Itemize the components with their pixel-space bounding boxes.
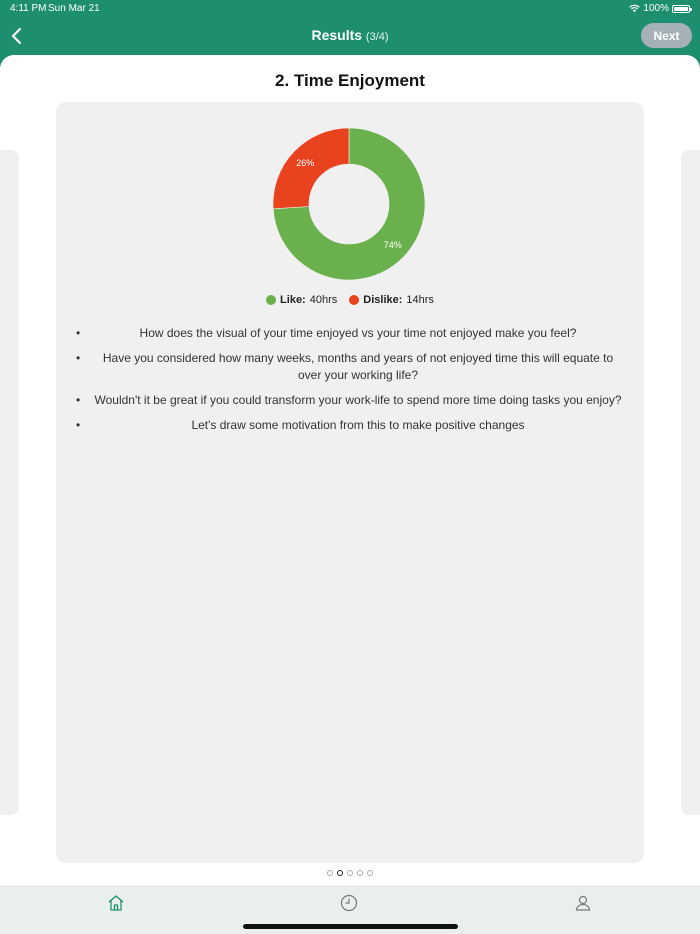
next-button[interactable]: Next (641, 23, 692, 48)
legend-label-like: Like: (280, 294, 306, 306)
nav-bar (0, 17, 700, 55)
page-title (0, 27, 700, 43)
content-sheet (0, 55, 700, 885)
list-item: • Let's draw some motivation from this to make positive changes (76, 417, 634, 434)
legend-value-dislike: 14hrs (406, 294, 434, 306)
page-indicator[interactable] (0, 870, 700, 876)
profile-icon (574, 894, 592, 912)
tab-profile[interactable] (574, 894, 592, 912)
status-date: Sun Mar 21 (48, 3, 100, 14)
clock-icon (340, 894, 358, 912)
page-dot[interactable] (327, 870, 333, 876)
battery-percent: 100% (643, 3, 669, 14)
slice-dislike (273, 128, 349, 209)
wifi-icon (629, 4, 640, 13)
slice-label-dislike: 26% (296, 157, 315, 168)
page-dot[interactable] (337, 870, 343, 876)
status-time: 4:11 PM (10, 3, 47, 14)
next-card-peek[interactable] (681, 150, 700, 815)
page-dot[interactable] (367, 870, 373, 876)
chart-legend (56, 294, 644, 306)
reflection-list (76, 325, 634, 442)
slice-label-like: 74% (383, 240, 402, 251)
page-dot[interactable] (357, 870, 363, 876)
donut-chart (272, 127, 426, 281)
tab-home[interactable] (107, 894, 125, 912)
legend-item-dislike (349, 294, 434, 306)
legend-label-dislike: Dislike: (363, 294, 403, 306)
legend-value-like: 40hrs (309, 294, 338, 306)
legend-item-like (266, 294, 337, 306)
results-card (56, 102, 644, 863)
legend-dot-like (266, 295, 276, 305)
section-title: 2. Time Enjoyment (275, 71, 425, 90)
page-step: (3/4) (365, 31, 389, 43)
list-item: • How does the visual of your time enjoyed vs your time not enjoyed make you feel? (76, 325, 634, 342)
battery-icon (672, 5, 690, 13)
page-dot[interactable] (347, 870, 353, 876)
home-indicator (243, 924, 458, 929)
list-item: • Have you considered how many weeks, months and years of not enjoyed time this will equate to over your working life? (76, 350, 634, 384)
status-indicators (629, 3, 690, 14)
tab-bar (0, 885, 700, 934)
list-item: • Wouldn't it be great if you could transform your work-life to spend more time doing tasks you enjoy? (76, 392, 634, 409)
tab-history[interactable] (340, 894, 358, 912)
status-bar (0, 0, 700, 17)
page-title-text: Results (311, 27, 363, 43)
previous-card-peek[interactable] (0, 150, 19, 815)
home-icon (107, 894, 125, 912)
legend-dot-dislike (349, 295, 359, 305)
